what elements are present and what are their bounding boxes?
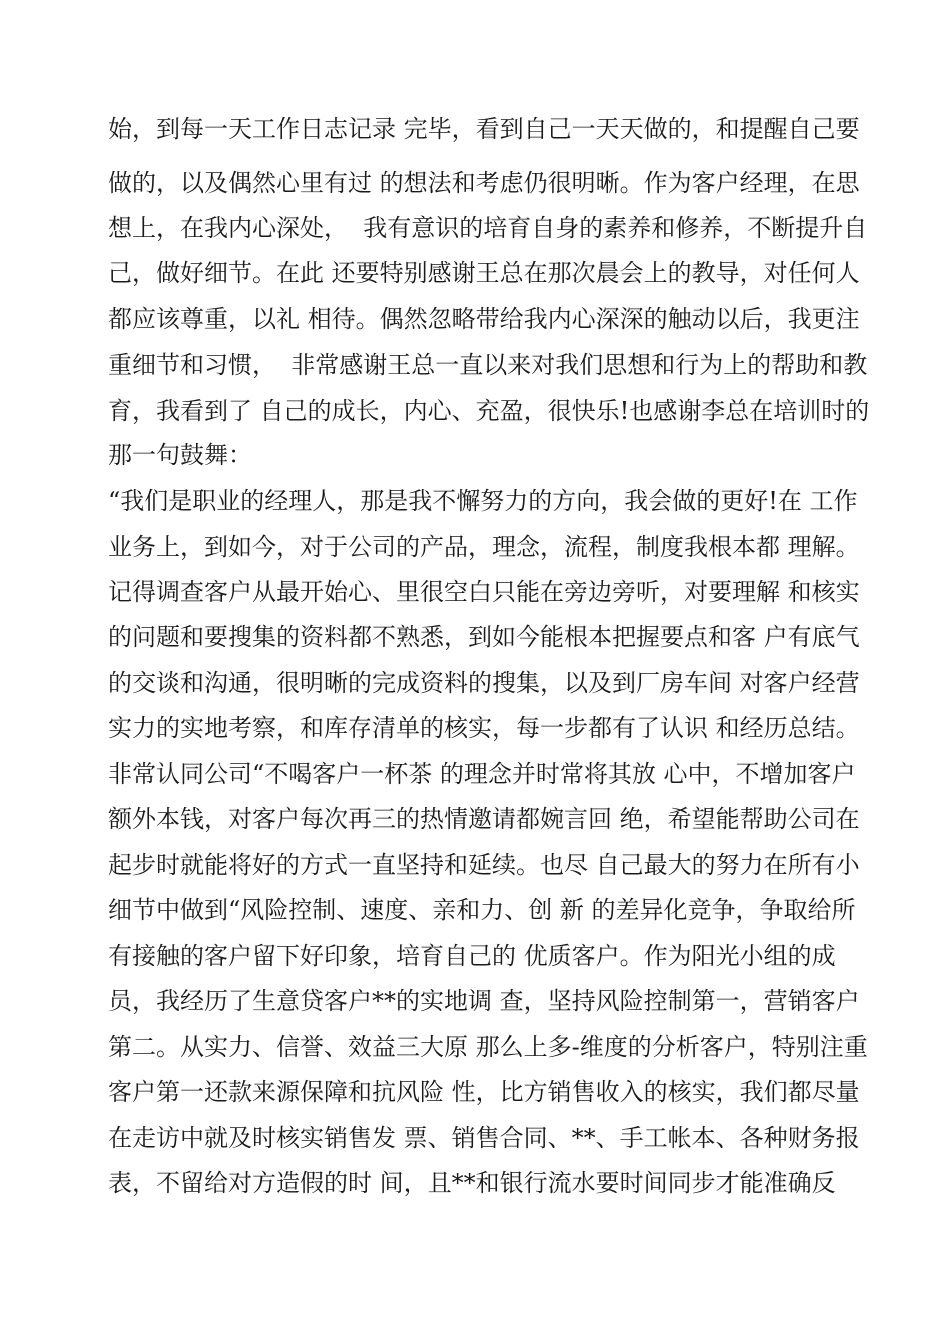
text-line: 员，我经历了生意贷客户**的实地调 查，坚持风险控制第一，营销客户: [108, 987, 860, 1015]
text-line: 始，到每一天工作日志记录 完毕，看到自己一天天做的，和提醒自己要: [108, 115, 860, 143]
text-line: 实力的实地考察，和库存清单的核实，每一步都有了认识 和经历总结。: [108, 714, 860, 742]
text-line: 非常认同公司“不喝客户一杯茶 的理念并时常将其放 心中，不增加客户: [108, 760, 856, 788]
text-line: 表，不留给对方造假的时 间，且**和银行流水要时间同步才能准确反: [108, 1169, 836, 1197]
text-line: 客户第一还款来源保障和抗风险 性，比方销售收入的核实，我们都尽量: [108, 1078, 860, 1106]
text-line: 都应该尊重，以礼 相待。偶然忽略带给我内心深深的触动以后，我更注: [108, 305, 860, 333]
text-line: 有接触的客户留下好印象，培育自己的 优质客户。作为阳光小组的成: [108, 942, 836, 970]
text-line: “我们是职业的经理人，那是我不懈努力的方向，我会做的更好!在 工作: [108, 487, 858, 515]
text-line: 起步时就能将好的方式一直坚持和延续。也尽 自己最大的努力在所有小: [108, 851, 860, 879]
text-line: 的交谈和沟通，很明晰的完成资料的搜集，以及到厂房车间 对客户经营: [108, 669, 860, 697]
text-line: 第二。从实力、信誉、效益三大原 那么上多-维度的分析客户，特别注重: [108, 1033, 868, 1061]
text-line: 育，我看到了 自己的成长，内心、充盈，很快乐!也感谢李总在培训时的: [108, 397, 870, 425]
text-line: 重细节和习惯， 非常感谢王总一直以来对我们思想和行为上的帮助和教: [108, 351, 868, 379]
text-line: 己，做好细节。在此 还要特别感谢王总在那次晨会上的教导，对任何人: [108, 259, 860, 287]
text-line: 那一句鼓舞：: [108, 441, 252, 469]
text-line: 做的，以及偶然心里有过 的想法和考虑仍很明晰。作为客户经理，在思: [108, 169, 860, 197]
text-line: 的问题和要搜集的资料都不熟悉，到如今能根本把握要点和客 户有底气: [108, 623, 860, 651]
text-line: 在走访中就及时核实销售发 票、销售合同、**、手工帐本、各种财务报: [108, 1124, 860, 1152]
text-line: 细节中做到“风险控制、速度、亲和力、创 新 的差异化竞争，争取给所: [108, 896, 856, 924]
text-line: 记得调查客户从最开始心、里很空白只能在旁边旁听，对要理解 和核实: [108, 578, 860, 606]
text-line: 想上，在我内心深处， 我有意识的培育自身的素养和修养，不断提升自: [108, 214, 868, 242]
text-line: 额外本钱，对客户每次再三的热情邀请都婉言回 绝，希望能帮助公司在: [108, 805, 860, 833]
text-line: 业务上，到如今，对于公司的产品，理念，流程，制度我根本都 理解。: [108, 533, 860, 561]
